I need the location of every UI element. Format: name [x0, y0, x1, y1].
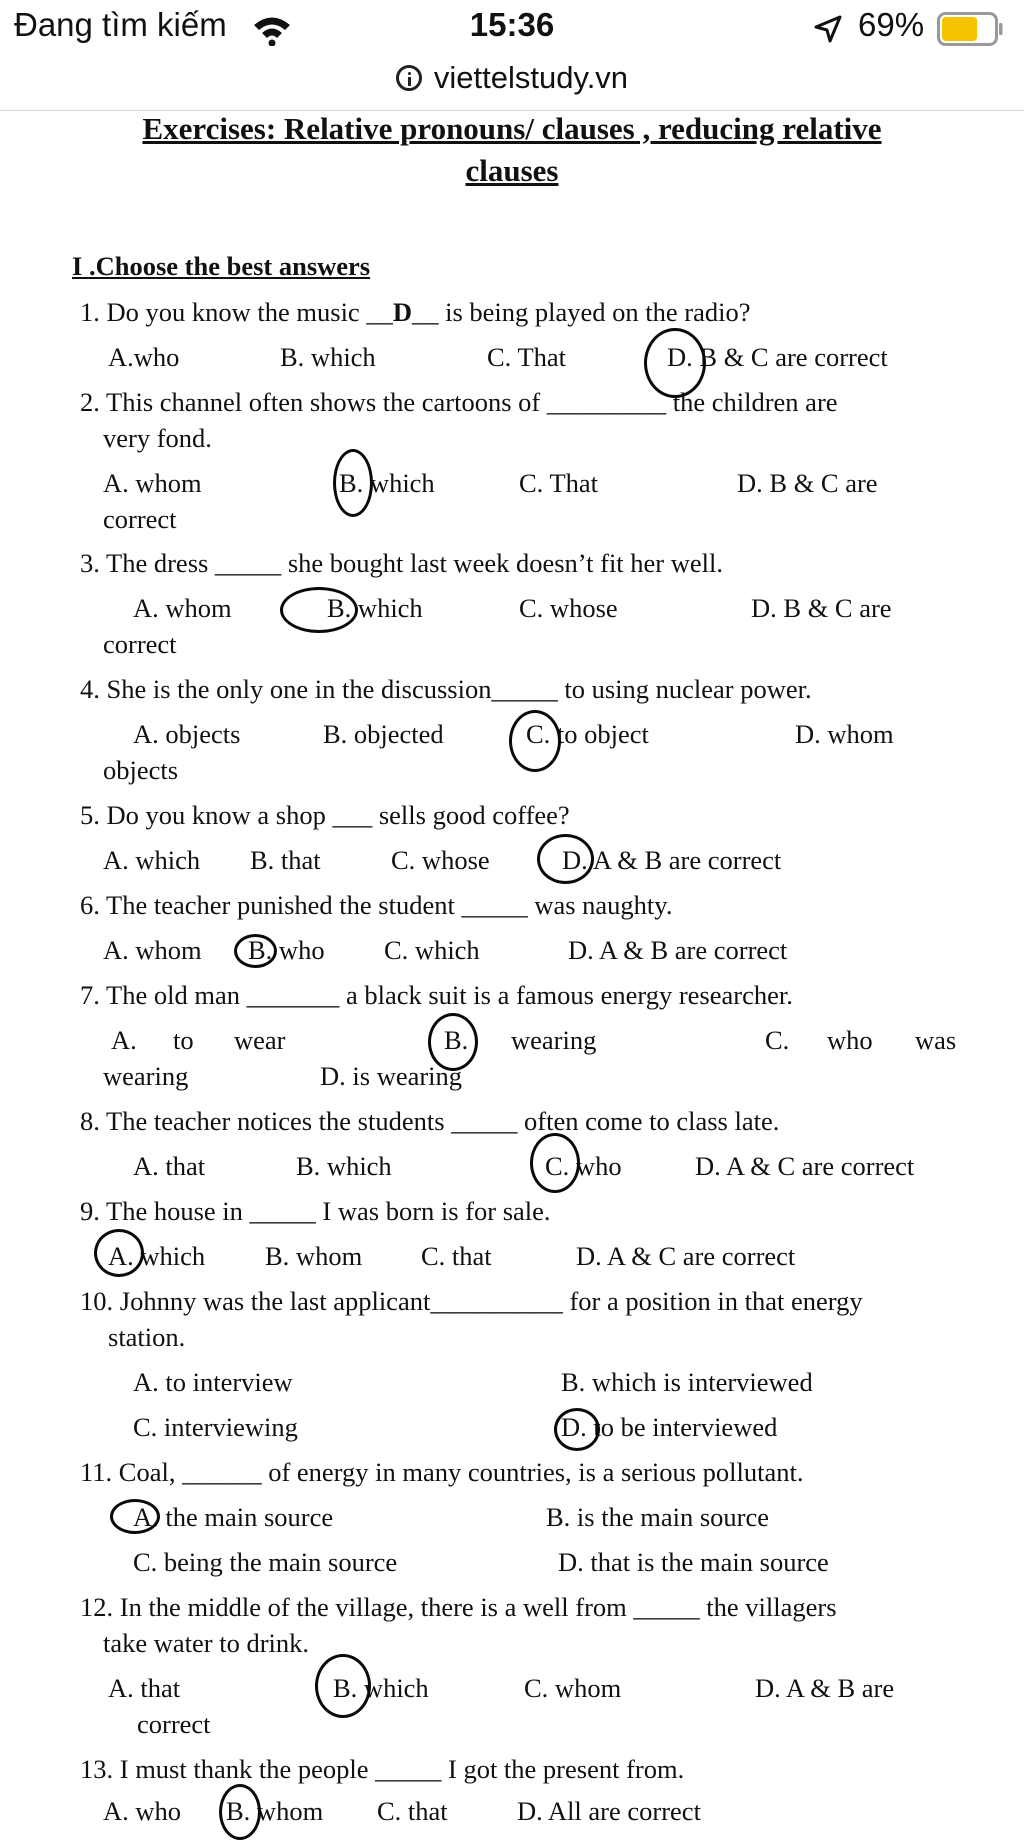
- question-number: 5.: [80, 800, 100, 830]
- q13-option-d[interactable]: D. All are correct: [517, 1796, 701, 1826]
- q4-option-a[interactable]: A. objects: [133, 719, 241, 749]
- question-number: 13.: [80, 1754, 114, 1784]
- question-text: The dress _____ she bought last week doesn’t fit her well.: [106, 548, 724, 578]
- answer-circle: [554, 1408, 600, 1451]
- document-title-line-1: Exercises: Relative pronouns/ clauses , reducing relative: [142, 111, 882, 146]
- carrier-label: Đang tìm kiếm: [14, 6, 227, 43]
- q13-option-a[interactable]: A. who: [103, 1796, 182, 1826]
- answer-circle: [537, 834, 594, 884]
- q4-option-d[interactable]: D. whom: [795, 719, 894, 749]
- q6-option-a[interactable]: A. whom: [103, 935, 202, 965]
- question-2: [80, 387, 838, 418]
- question-text: The house in _____ I was born is for sale.: [106, 1196, 551, 1226]
- info-icon[interactable]: [396, 65, 422, 91]
- q3-option-d-cont: correct: [103, 629, 177, 659]
- q2-option-d[interactable]: D. B & C are: [737, 468, 878, 498]
- question-text: Do you know the music __: [106, 297, 393, 327]
- q7-option-c-cont: wearing: [103, 1061, 189, 1091]
- question-text-cont: very fond.: [103, 423, 212, 453]
- q7-option-d[interactable]: D. is wearing: [320, 1061, 463, 1091]
- question-1: [80, 297, 751, 328]
- question-text: The old man _______ a black suit is a famous energy researcher.: [106, 980, 793, 1010]
- q5-option-d[interactable]: D. A & B are correct: [562, 845, 782, 875]
- section-heading: I .Choose the best answers: [72, 251, 371, 281]
- question-number: 8.: [80, 1106, 100, 1136]
- q7-option-a-word: to: [173, 1025, 194, 1055]
- q2-option-c[interactable]: C. That: [519, 468, 599, 498]
- question-number: 12.: [80, 1592, 114, 1622]
- question-5: [80, 800, 570, 831]
- answer-circle: [94, 1229, 144, 1277]
- q7-option-c-word: was: [915, 1025, 957, 1055]
- battery-icon: [937, 12, 1003, 46]
- question-text: This channel often shows the cartoons of _________ the children are: [106, 387, 838, 417]
- q12-option-a[interactable]: A. that: [108, 1673, 181, 1703]
- q12-option-d-cont: correct: [137, 1709, 211, 1739]
- question-6: [80, 890, 672, 921]
- answer-circle: [428, 1013, 478, 1071]
- filled-answer: D: [392, 297, 412, 327]
- q2-option-b[interactable]: B. which: [339, 468, 435, 498]
- question-text: The teacher punished the student _____ was naughty.: [106, 890, 673, 920]
- answer-circle: [509, 710, 561, 772]
- q7-option-c-word: who: [827, 1025, 873, 1055]
- question-7: [80, 980, 793, 1011]
- q4-option-d-cont: objects: [103, 755, 179, 785]
- q12-option-c[interactable]: C. whom: [524, 1673, 622, 1703]
- q3-option-c[interactable]: C. whose: [519, 593, 618, 623]
- q1-option-d[interactable]: D. B & C are correct: [667, 342, 888, 372]
- question-4: [80, 674, 812, 705]
- question-text: __ is being played on the radio?: [411, 297, 751, 327]
- answer-circle: [333, 449, 373, 517]
- location-arrow-icon: [812, 13, 844, 45]
- q5-option-b[interactable]: B. that: [250, 845, 321, 875]
- question-number: 2.: [80, 387, 100, 417]
- q3-option-a[interactable]: A. whom: [133, 593, 232, 623]
- q5-option-a[interactable]: A. which: [103, 845, 201, 875]
- question-10: [80, 1286, 863, 1317]
- question-9: [80, 1196, 551, 1227]
- q1-option-c[interactable]: C. That: [487, 342, 567, 372]
- q9-option-b[interactable]: B. whom: [265, 1241, 363, 1271]
- answer-circle: [234, 934, 277, 968]
- question-text: Johnny was the last applicant__________ for a position in that energy: [119, 1286, 863, 1316]
- question-number: 10.: [80, 1286, 114, 1316]
- q12-option-d[interactable]: D. A & B are: [755, 1673, 895, 1703]
- answer-circle: [219, 1784, 261, 1840]
- q6-option-b[interactable]: B. who: [248, 935, 325, 965]
- question-11: [80, 1457, 804, 1488]
- q8-option-d[interactable]: D. A & C are correct: [695, 1151, 915, 1181]
- q11-option-d[interactable]: D. that is the main source: [558, 1547, 829, 1577]
- question-number: 9.: [80, 1196, 100, 1226]
- q7-option-a[interactable]: A.: [111, 1025, 137, 1055]
- question-text: I must thank the people _____ I got the present from.: [119, 1754, 685, 1784]
- q11-option-a[interactable]: A. the main source: [133, 1502, 334, 1532]
- question-text-cont: station.: [108, 1322, 186, 1352]
- answer-circle: [530, 1133, 580, 1193]
- q9-option-a[interactable]: A. which: [108, 1241, 206, 1271]
- q9-option-d[interactable]: D. A & C are correct: [576, 1241, 796, 1271]
- q1-option-b[interactable]: B. which: [280, 342, 376, 372]
- answer-circle: [280, 587, 358, 633]
- clock: 15:36: [469, 6, 555, 43]
- q8-option-b[interactable]: B. which: [296, 1151, 392, 1181]
- question-12: [80, 1592, 837, 1623]
- status-bar: [0, 0, 1024, 56]
- q3-option-d[interactable]: D. B & C are: [751, 593, 892, 623]
- question-number: 7.: [80, 980, 100, 1010]
- question-text: The teacher notices the students _____ often come to class late.: [106, 1106, 780, 1136]
- q11-option-c[interactable]: C. being the main source: [133, 1547, 398, 1577]
- q9-option-c[interactable]: C. that: [421, 1241, 492, 1271]
- address-bar[interactable]: [0, 56, 1024, 111]
- q7-option-a-word: wear: [234, 1025, 286, 1055]
- q4-option-c[interactable]: C. to object: [526, 719, 649, 749]
- q6-option-c[interactable]: C. which: [384, 935, 480, 965]
- q12-option-b[interactable]: B. which: [333, 1673, 429, 1703]
- q2-option-d-cont: correct: [103, 504, 177, 534]
- q13-option-b[interactable]: B. whom: [226, 1796, 324, 1826]
- q1-option-a[interactable]: A.who: [108, 342, 180, 372]
- q2-option-a[interactable]: A. whom: [103, 468, 202, 498]
- answer-circle: [315, 1654, 371, 1718]
- q7-option-b[interactable]: B.: [444, 1025, 469, 1055]
- document-title-line-2: clauses: [465, 153, 559, 188]
- q3-option-b[interactable]: B. which: [327, 593, 423, 623]
- battery-percent: 69%: [858, 6, 925, 43]
- q10-option-b[interactable]: B. which is interviewed: [561, 1367, 813, 1397]
- q8-option-a[interactable]: A. that: [133, 1151, 206, 1181]
- question-number: 3.: [80, 548, 100, 578]
- question-number: 4.: [80, 674, 100, 704]
- q7-option-c[interactable]: C.: [765, 1025, 790, 1055]
- q10-option-a[interactable]: A. to interview: [133, 1367, 293, 1397]
- question-number: 1.: [80, 297, 100, 327]
- question-text: She is the only one in the discussion_____ to using nuclear power.: [106, 674, 812, 704]
- question-text-cont: take water to drink.: [103, 1628, 310, 1658]
- q7-option-b-word: wearing: [511, 1025, 597, 1055]
- question-number: 11.: [80, 1457, 113, 1487]
- q8-option-c[interactable]: C. who: [545, 1151, 622, 1181]
- question-number: 6.: [80, 890, 100, 920]
- question-text: In the middle of the village, there is a well from _____ the villagers: [119, 1592, 837, 1622]
- question-8: [80, 1106, 779, 1137]
- q10-option-d[interactable]: D. to be interviewed: [561, 1412, 778, 1442]
- q4-option-b[interactable]: B. objected: [323, 719, 444, 749]
- q5-option-c[interactable]: C. whose: [391, 845, 490, 875]
- q11-option-b[interactable]: B. is the main source: [546, 1502, 769, 1532]
- question-13: [80, 1754, 684, 1785]
- answer-circle: [110, 1499, 160, 1534]
- question-3: [80, 548, 723, 579]
- q10-option-c[interactable]: C. interviewing: [133, 1412, 298, 1442]
- q13-option-c[interactable]: C. that: [377, 1796, 448, 1826]
- q6-option-d[interactable]: D. A & B are correct: [568, 935, 788, 965]
- url-text: viettelstudy.vn: [433, 60, 629, 95]
- question-text: Do you know a shop ___ sells good coffee?: [106, 800, 570, 830]
- question-text: Coal, ______ of energy in many countries, is a serious pollutant.: [118, 1457, 804, 1487]
